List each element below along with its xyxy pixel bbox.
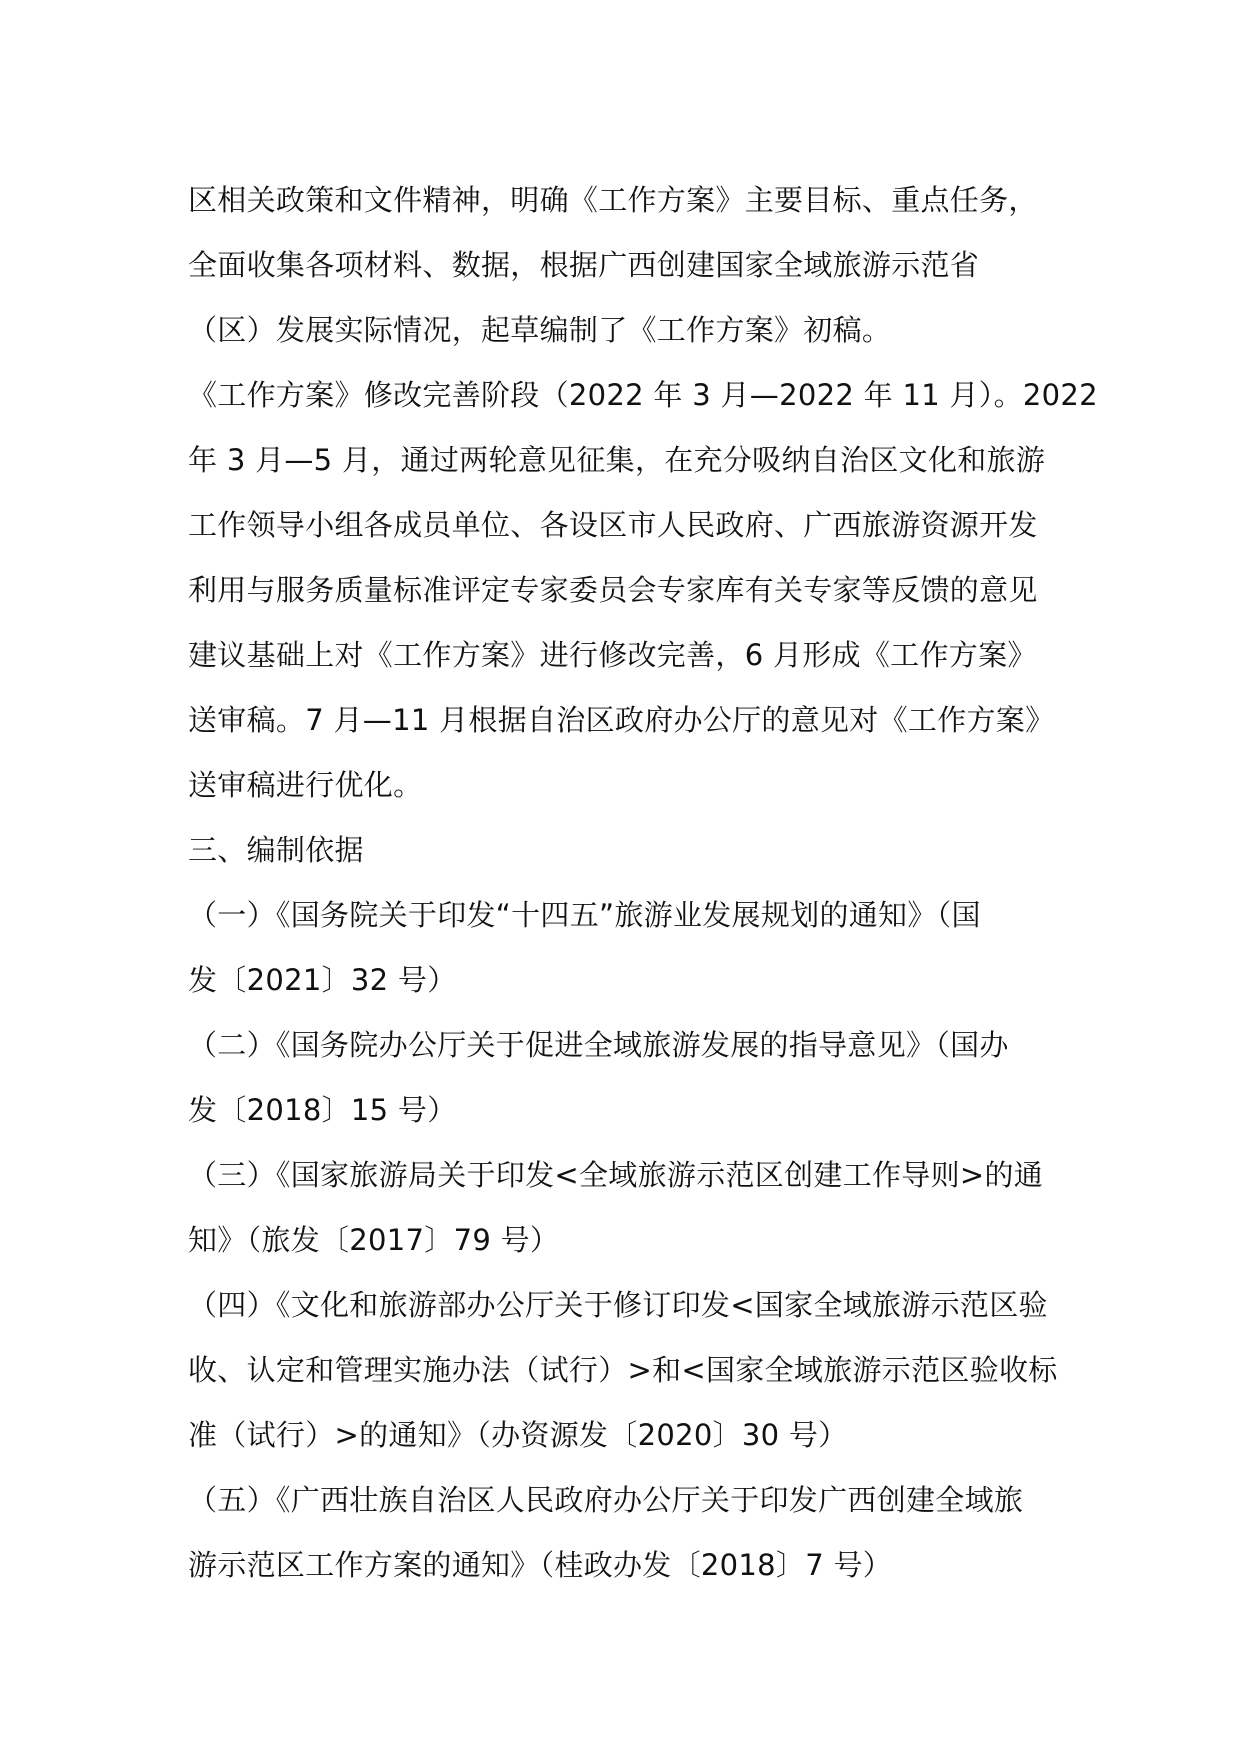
basis-item-line: （五）《广西壮族自治区人民政府办公厅关于印发广西创建全域旅 (188, 1483, 1024, 1517)
paragraph-line: 送审稿进行优化。 (188, 768, 423, 802)
basis-item-line: （三）《国家旅游局关于印发<全域旅游示范区创建工作导则>的通 (188, 1158, 1044, 1192)
basis-item-line: 知》（旅发〔2017〕79 号） (188, 1223, 560, 1257)
paragraph-line: 利用与服务质量标准评定专家委员会专家库有关专家等反馈的意见 (188, 573, 1038, 607)
document-body (188, 168, 1098, 1598)
basis-item-line: 准（试行）>的通知》（办资源发〔2020〕30 号） (188, 1418, 848, 1452)
section-heading: 三、编制依据 (188, 833, 364, 867)
paragraph-line: 区相关政策和文件精神，明确《工作方案》主要目标、重点任务， (188, 183, 1038, 217)
paragraph-line: （区）发展实际情况，起草编制了《工作方案》初稿。 (188, 313, 892, 347)
paragraph-line: 全面收集各项材料、数据，根据广西创建国家全域旅游示范省 (188, 248, 980, 282)
paragraph-line: 工作领导小组各成员单位、各设区市人民政府、广西旅游资源开发 (188, 508, 1038, 542)
basis-item-line: 发〔2021〕32 号） (188, 963, 457, 997)
paragraph-line: 年 3 月—5 月，通过两轮意见征集，在充分吸纳自治区文化和旅游 (188, 443, 1046, 477)
basis-item-line: （一）《国务院关于印发“十四五”旅游业发展规划的通知》（国 (188, 898, 981, 932)
paragraph-line: 建议基础上对《工作方案》进行修改完善，6 月形成《工作方案》 (188, 638, 1037, 672)
basis-item-line: 收、认定和管理实施办法（试行）>和<国家全域旅游示范区验收标 (188, 1353, 1058, 1387)
paragraph-line: 《工作方案》修改完善阶段（2022 年 3 月—2022 年 11 月）。2022 (188, 378, 1098, 412)
paragraph-line: 送审稿。7 月—11 月根据自治区政府办公厅的意见对《工作方案》 (188, 703, 1055, 737)
basis-item-line: 发〔2018〕15 号） (188, 1093, 457, 1127)
basis-item-line: （二）《国务院办公厅关于促进全域旅游发展的指导意见》（国办 (188, 1028, 1009, 1062)
basis-item-line: （四）《文化和旅游部办公厅关于修订印发<国家全域旅游示范区验 (188, 1288, 1048, 1322)
basis-item-line: 游示范区工作方案的通知》（桂政办发〔2018〕7 号） (188, 1548, 893, 1582)
